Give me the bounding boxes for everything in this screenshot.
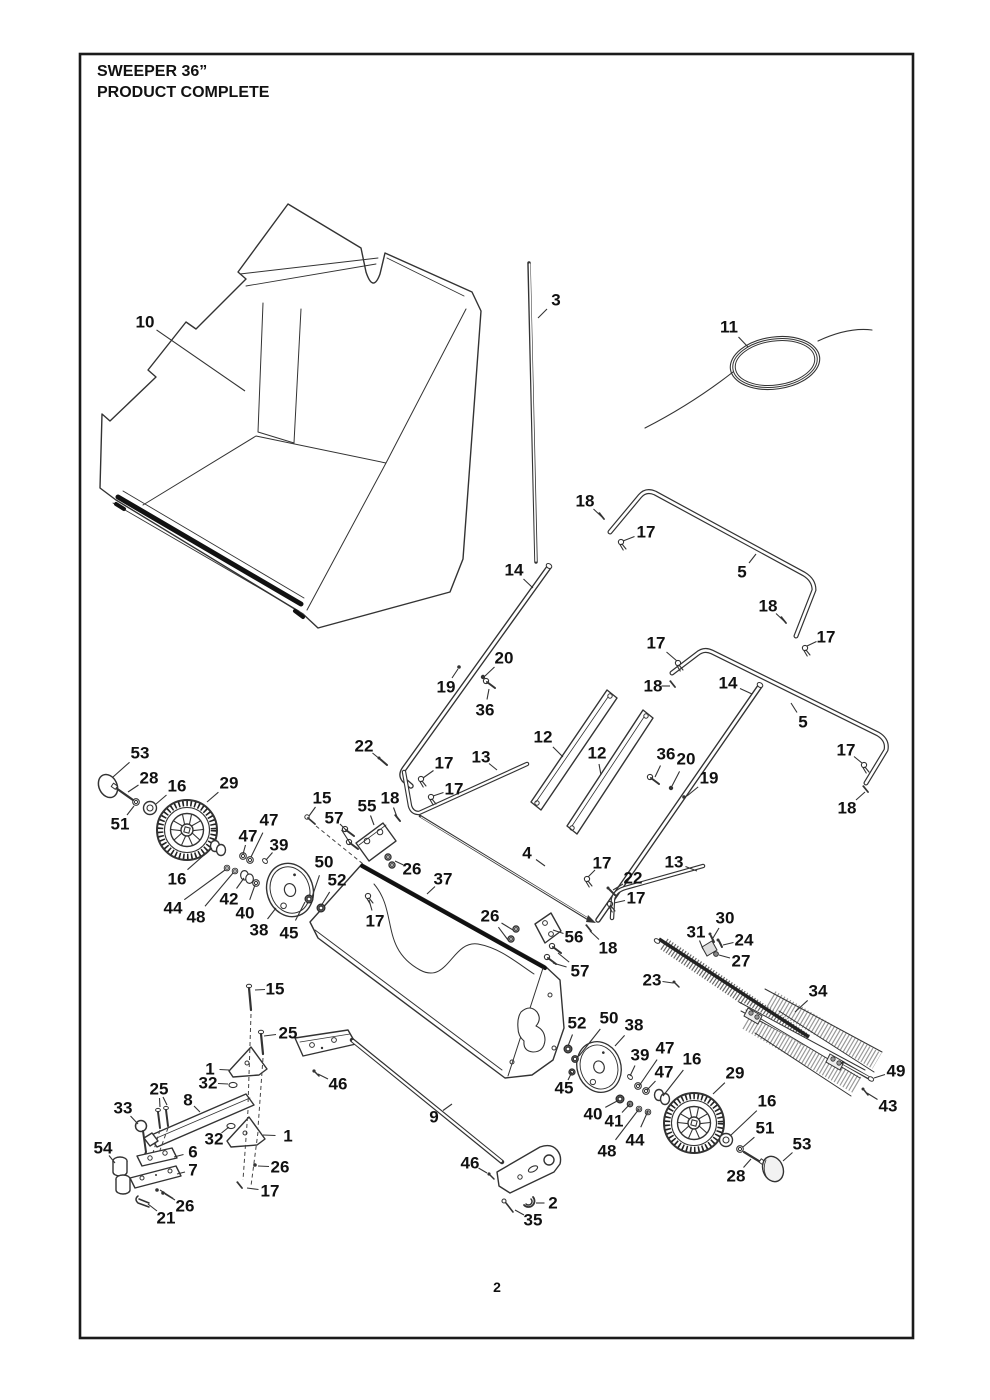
leader-line [538, 309, 547, 318]
callout-12: 12 [587, 743, 607, 763]
leader-line [568, 1035, 573, 1047]
callout-5: 5 [737, 562, 747, 582]
leader-line [615, 1035, 625, 1046]
callout-18: 18 [758, 596, 778, 616]
callout-47: 47 [654, 1062, 674, 1082]
callout-13: 13 [471, 747, 491, 767]
callout-1: 1 [283, 1126, 293, 1146]
leader-line [740, 689, 752, 695]
callout-32: 32 [198, 1073, 218, 1093]
callout-46: 46 [460, 1153, 480, 1173]
callout-34: 34 [808, 981, 828, 1001]
callout-28: 28 [726, 1166, 746, 1186]
callout-2: 2 [548, 1193, 558, 1213]
leader-line [807, 642, 817, 647]
callout-29: 29 [725, 1063, 745, 1083]
callout-36: 36 [475, 700, 495, 720]
callout-17: 17 [444, 779, 464, 799]
callout-56: 56 [564, 927, 584, 947]
leader-line [783, 1153, 793, 1162]
leader-line [536, 860, 545, 867]
callout-28: 28 [139, 768, 159, 788]
leader-line [655, 766, 661, 778]
leader-line [594, 509, 603, 517]
leader-line [739, 337, 749, 347]
leader-line [599, 764, 601, 775]
callout-17: 17 [646, 633, 666, 653]
callout-11: 11 [720, 317, 738, 337]
callout-18: 18 [837, 798, 857, 818]
leader-line [502, 923, 514, 930]
callout-32: 32 [204, 1129, 224, 1149]
callout-52: 52 [327, 870, 347, 890]
callout-41: 41 [604, 1111, 624, 1131]
leader-line [641, 1111, 648, 1127]
callout-3: 3 [551, 290, 561, 310]
callout-16: 16 [682, 1049, 702, 1069]
callout-45: 45 [279, 923, 299, 943]
right-disc-part [564, 1036, 628, 1098]
leader-line [856, 792, 865, 800]
callout-39: 39 [630, 1045, 650, 1065]
callout-24: 24 [734, 930, 754, 950]
leader-line [373, 753, 382, 760]
callout-44: 44 [625, 1130, 645, 1150]
callout-26: 26 [270, 1157, 290, 1177]
leader-line [309, 807, 316, 816]
callout-16: 16 [167, 776, 187, 796]
cable-loop-part [645, 329, 872, 428]
leader-line [255, 990, 265, 991]
callout-4: 4 [522, 843, 532, 863]
callout-8: 8 [183, 1090, 193, 1110]
callout-40: 40 [235, 903, 255, 923]
callout-25: 25 [149, 1079, 169, 1099]
callout-21: 21 [156, 1208, 176, 1228]
callout-49: 49 [886, 1061, 906, 1081]
leader-line [207, 792, 218, 802]
leader-line [156, 795, 167, 804]
leader-line [667, 652, 678, 661]
callout-9: 9 [429, 1107, 439, 1127]
leader-line [630, 1066, 635, 1077]
leader-line [487, 689, 489, 700]
leader-line [247, 1188, 259, 1190]
leader-line [713, 928, 719, 938]
callout-46: 46 [328, 1074, 348, 1094]
leader-line [672, 771, 680, 786]
leader-line [867, 1093, 878, 1100]
callout-25: 25 [278, 1023, 298, 1043]
leader-line [113, 762, 130, 777]
leader-line [553, 747, 563, 757]
callout-48: 48 [597, 1141, 617, 1161]
callout-26: 26 [175, 1196, 195, 1216]
callout-36: 36 [656, 744, 676, 764]
callout-22: 22 [354, 736, 374, 756]
callout-10: 10 [135, 312, 155, 332]
leader-line [371, 816, 375, 826]
callout-15: 15 [265, 979, 285, 999]
leader-line [553, 963, 567, 967]
leader-line [264, 1035, 276, 1037]
callout-57: 57 [324, 808, 344, 828]
callout-17: 17 [592, 853, 612, 873]
callout-43: 43 [878, 1096, 898, 1116]
callout-42: 42 [219, 889, 239, 909]
leader-line [524, 579, 534, 588]
callout-1: 1 [205, 1059, 215, 1079]
callout-57: 57 [570, 961, 590, 981]
callout-20: 20 [494, 648, 514, 668]
page-title-line1: SWEEPER 36” [97, 63, 208, 80]
callout-40: 40 [583, 1104, 603, 1124]
leader-line [558, 953, 569, 962]
callout-18: 18 [598, 938, 618, 958]
callout-23: 23 [642, 970, 662, 990]
callout-15: 15 [312, 788, 332, 808]
callout-47: 47 [259, 810, 279, 830]
callout-39: 39 [269, 835, 289, 855]
callout-18: 18 [380, 788, 400, 808]
callout-17: 17 [836, 740, 856, 760]
callout-17: 17 [260, 1181, 280, 1201]
leader-line [423, 771, 434, 779]
leader-line [258, 1166, 269, 1167]
callout-27: 27 [731, 951, 751, 971]
callout-47: 47 [238, 826, 258, 846]
page-title-line2: PRODUCT COMPLETE [97, 84, 270, 101]
callout-7: 7 [188, 1160, 198, 1180]
callout-13: 13 [664, 852, 684, 872]
callout-33: 33 [113, 1098, 133, 1118]
leader-line [220, 1070, 230, 1071]
callout-51: 51 [110, 814, 130, 834]
callout-37: 37 [433, 869, 453, 889]
leader-line [485, 667, 495, 676]
callout-20: 20 [676, 749, 696, 769]
page-number: 2 [493, 1279, 501, 1295]
leader-line [700, 941, 704, 950]
leader-line [268, 908, 277, 919]
callout-17: 17 [636, 522, 656, 542]
leader-line [749, 554, 756, 563]
callout-17: 17 [816, 627, 836, 647]
leader-line [128, 785, 139, 792]
leader-line [479, 1168, 488, 1173]
callout-35: 35 [523, 1210, 543, 1230]
callout-19: 19 [699, 768, 719, 788]
callout-14: 14 [504, 560, 524, 580]
callout-55: 55 [357, 796, 377, 816]
leader-line [713, 1083, 725, 1094]
callout-53: 53 [792, 1134, 812, 1154]
callout-14: 14 [718, 673, 738, 693]
leader-line [623, 537, 635, 542]
callout-53: 53 [130, 743, 150, 763]
callout-16: 16 [757, 1091, 777, 1111]
callout-17: 17 [434, 753, 454, 773]
leader-line [723, 943, 734, 946]
callout-6: 6 [188, 1142, 198, 1162]
callout-50: 50 [599, 1008, 619, 1028]
callout-44: 44 [163, 898, 183, 918]
callout-17: 17 [626, 888, 646, 908]
leader-line [663, 982, 674, 984]
callout-45: 45 [554, 1078, 574, 1098]
leader-line [433, 793, 444, 797]
callout-38: 38 [249, 920, 269, 940]
leader-line [743, 1137, 754, 1147]
callout-54: 54 [93, 1138, 113, 1158]
leader-line [730, 1111, 757, 1136]
callout-50: 50 [314, 852, 334, 872]
leader-line [498, 927, 508, 940]
callout-30: 30 [715, 908, 735, 928]
leader-line [791, 703, 797, 713]
callout-26: 26 [480, 906, 500, 926]
callout-52: 52 [567, 1013, 587, 1033]
callout-19: 19 [436, 677, 456, 697]
hopper-part [100, 204, 481, 628]
leader-line [263, 1135, 276, 1136]
callout-18: 18 [575, 491, 595, 511]
callout-12: 12 [533, 727, 553, 747]
callout-22: 22 [623, 868, 643, 888]
leader-line [194, 1106, 200, 1112]
callout-29: 29 [219, 773, 239, 793]
callout-5: 5 [798, 712, 808, 732]
callout-16: 16 [167, 869, 187, 889]
leader-line [605, 1100, 619, 1107]
callout-26: 26 [402, 859, 422, 879]
leader-line [250, 885, 255, 900]
callout-51: 51 [755, 1118, 775, 1138]
leader-line [719, 955, 730, 958]
callout-47: 47 [655, 1038, 675, 1058]
leader-line [237, 878, 245, 889]
upper-handle-part [598, 492, 814, 656]
leader-line [218, 1084, 228, 1085]
leader-line [614, 901, 625, 904]
leader-line [160, 1098, 161, 1107]
callout-18: 18 [643, 676, 663, 696]
leader-line [874, 1075, 885, 1079]
callout-48: 48 [186, 907, 206, 927]
callout-31: 31 [686, 922, 706, 942]
rod-part-3 [529, 263, 536, 562]
callout-38: 38 [624, 1015, 644, 1035]
leader-line [647, 1081, 656, 1090]
leader-line [443, 1104, 452, 1111]
callout-17: 17 [365, 911, 385, 931]
